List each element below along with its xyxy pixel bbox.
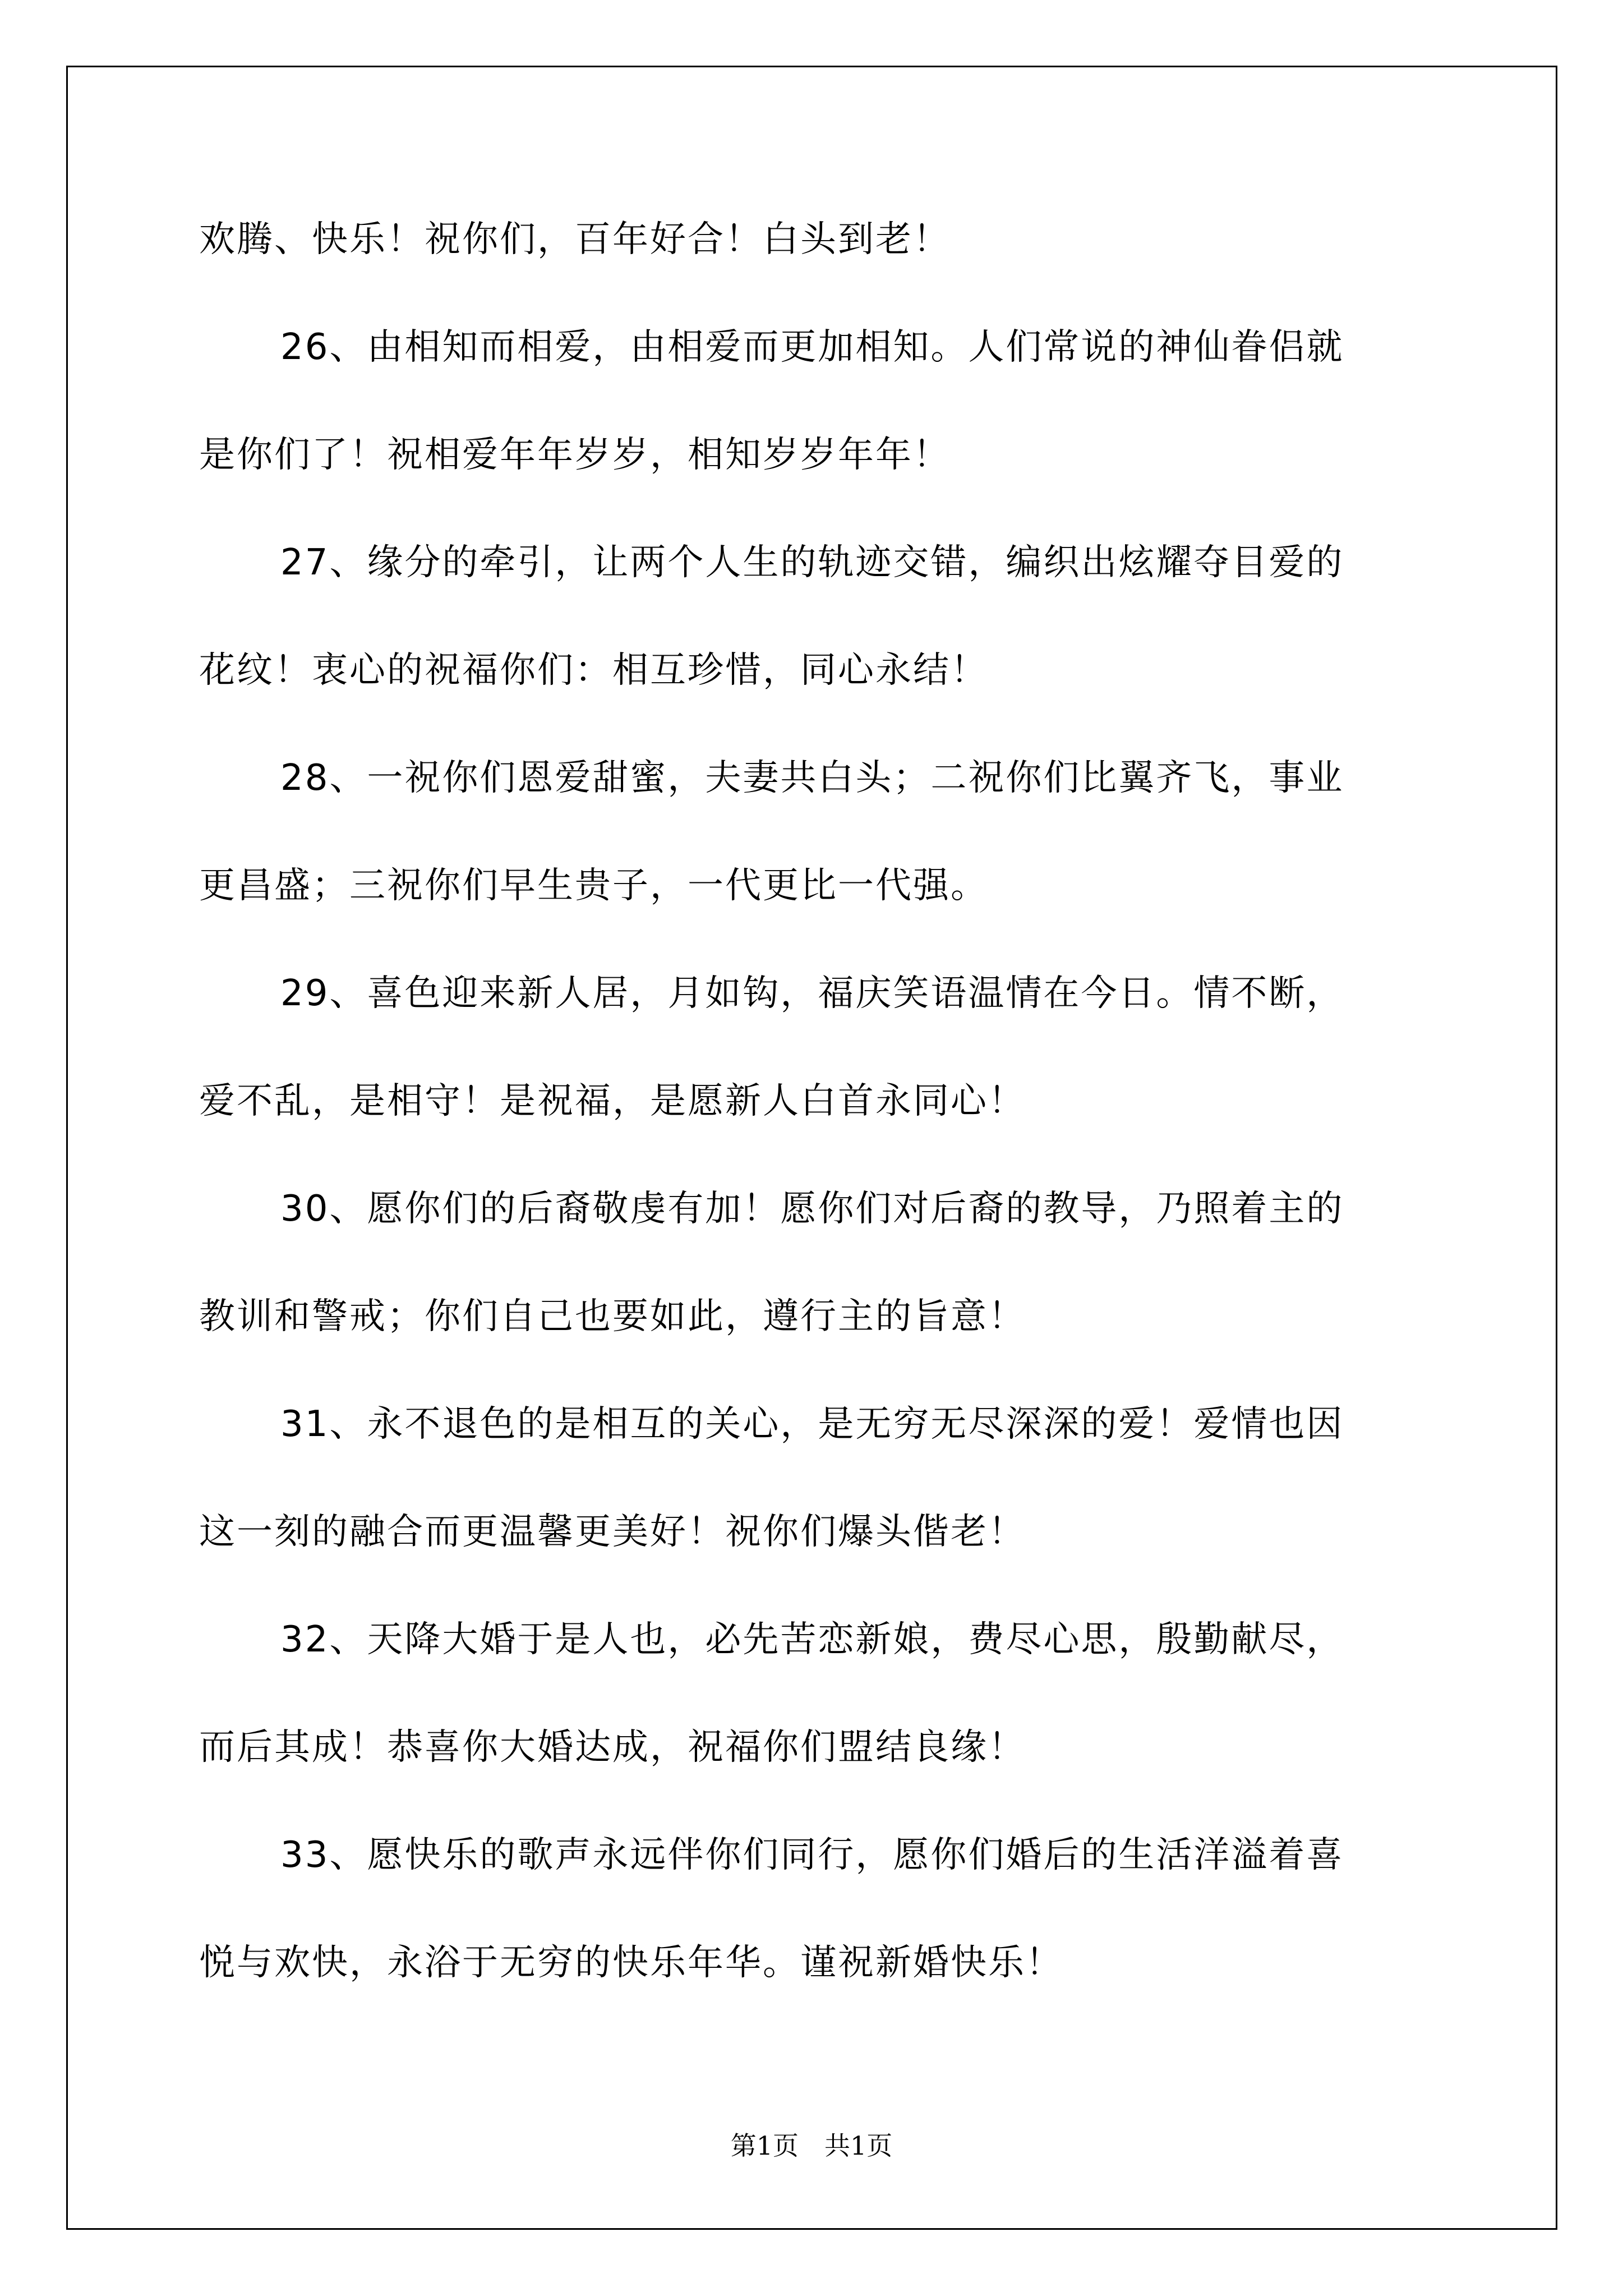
text-line: 更昌盛；三祝你们早生贵子，一代更比一代强。 (199, 865, 988, 907)
text-line: 悦与欢快，永浴于无穷的快乐年华。谨祝新婚快乐！ (199, 1942, 1063, 1984)
page-footer (0, 2132, 1623, 2160)
document-body (199, 219, 1438, 2053)
text-line: 31、永不退色的是相互的关心，是无穷无尽深深的爱！爱情也因 (280, 1404, 1344, 1445)
text-line: 欢腾、快乐！祝你们，百年好合！白头到老！ (199, 219, 951, 260)
page-total: 共1页 (824, 2131, 893, 2161)
page-number: 第1页 (730, 2131, 799, 2161)
text-line: 这一刻的融合而更温馨更美好！祝你们爆头偕老！ (199, 1511, 1026, 1553)
text-line: 26、由相知而相爱，由相爱而更加相知。人们常说的神仙眷侣就 (280, 326, 1344, 368)
text-line: 30、愿你们的后裔敬虔有加！愿你们对后裔的教导，乃照着主的 (280, 1188, 1344, 1230)
text-line: 28、一祝你们恩爱甜蜜，夫妻共白头；二祝你们比翼齐飞，事业 (280, 757, 1344, 799)
text-line: 而后其成！恭喜你大婚达成，祝福你们盟结良缘！ (199, 1727, 1026, 1768)
text-line: 27、缘分的牵引，让两个人生的轨迹交错，编织出炫耀夺目爱的 (280, 542, 1344, 583)
text-line: 是你们了！祝相爱年年岁岁，相知岁岁年年！ (199, 434, 951, 476)
text-line: 教训和警戒；你们自己也要如此，遵行主的旨意！ (199, 1296, 1026, 1337)
text-line: 爱不乱，是相守！是祝福，是愿新人白首永同心！ (199, 1080, 1026, 1122)
text-line: 花纹！衷心的祝福你们：相互珍惜，同心永结！ (199, 650, 988, 691)
text-line: 32、天降大婚于是人也，必先苦恋新娘，费尽心思，殷勤献尽， (280, 1619, 1344, 1660)
text-line: 29、喜色迎来新人居，月如钩，福庆笑语温情在今日。情不断， (280, 973, 1344, 1014)
text-line: 33、愿快乐的歌声永远伴你们同行，愿你们婚后的生活洋溢着喜 (280, 1834, 1344, 1876)
